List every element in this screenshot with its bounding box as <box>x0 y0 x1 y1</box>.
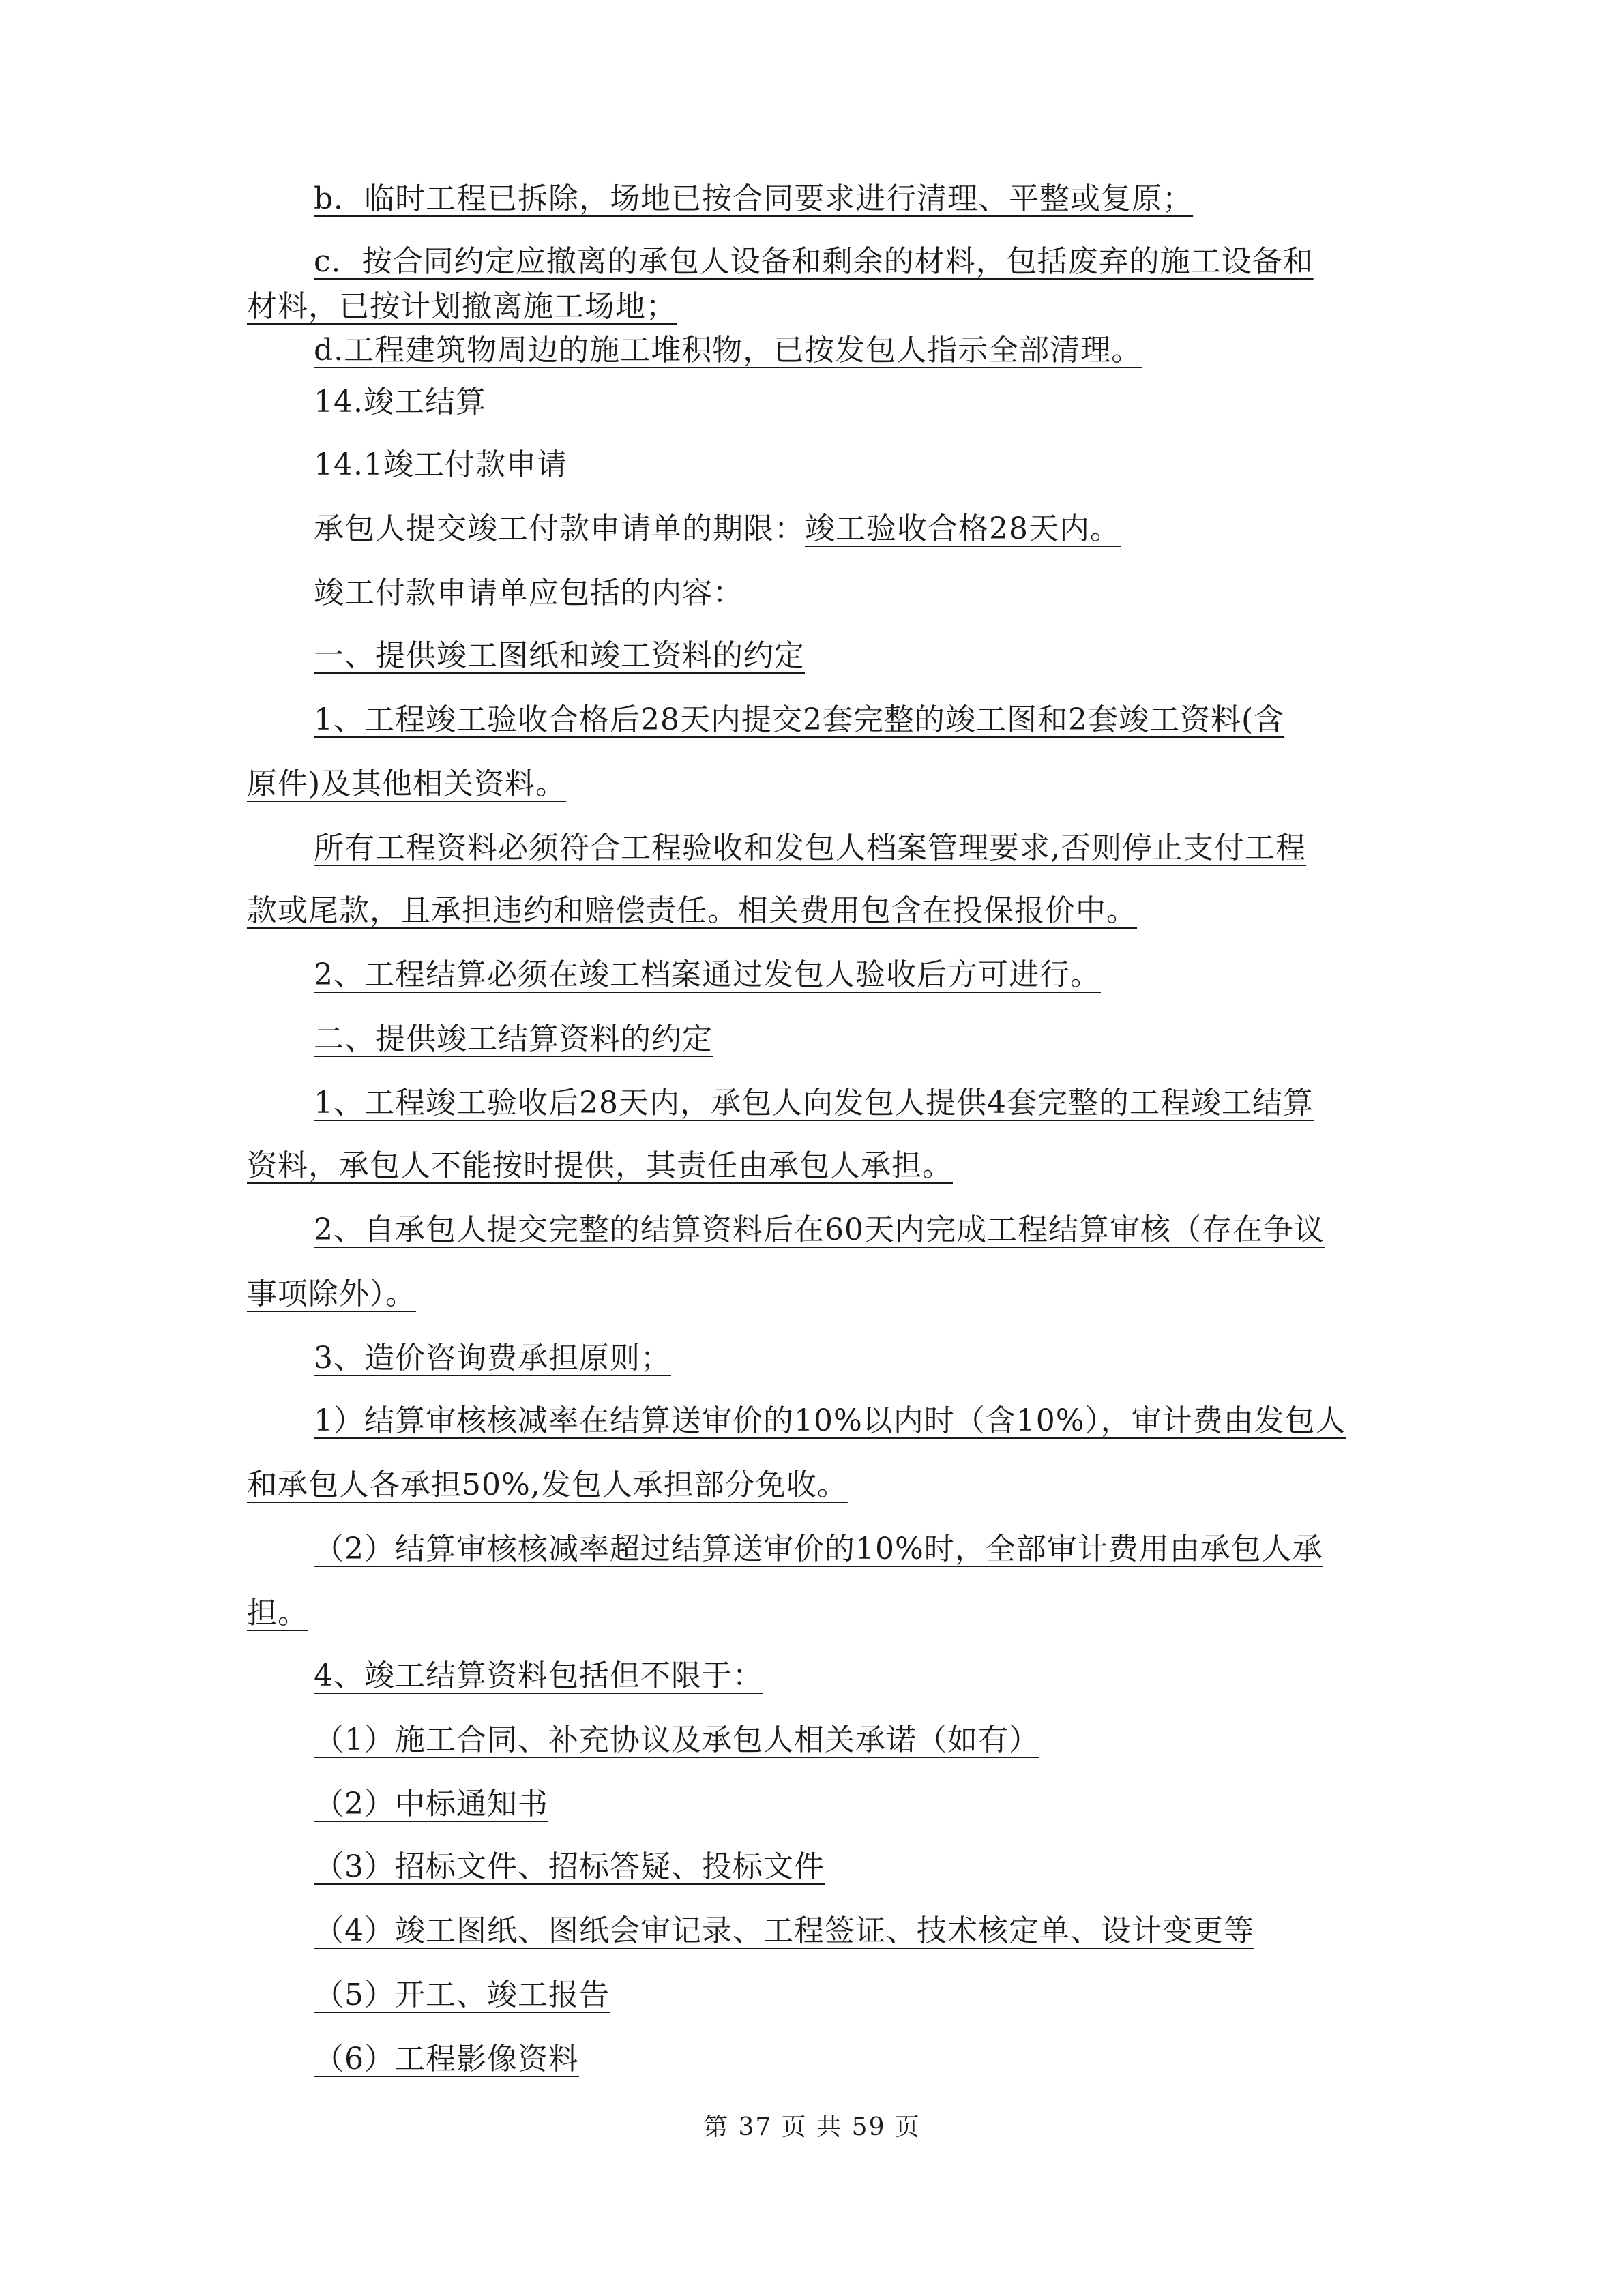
list-item: （5）开工、竣工报告 <box>314 1978 610 2012</box>
text-line: 2、自承包人提交完整的结算资料后在60天内完成工程结算审核（存在争议 <box>314 1212 1325 1247</box>
text-line: 1、工程竣工验收后28天内，承包人向发包人提供4套完整的工程竣工结算 <box>314 1086 1314 1120</box>
text-line: 4、竣工结算资料包括但不限于： <box>314 1658 763 1693</box>
subsection-heading: 14.1竣工付款申请 <box>314 447 567 482</box>
text-line: 资料，承包人不能按时提供，其责任由承包人承担。 <box>247 1148 953 1183</box>
text-run: 承包人提交竣工付款申请单的期限： <box>314 511 805 546</box>
list-item: （1）施工合同、补充协议及承包人相关承诺（如有） <box>314 1723 1039 1757</box>
text-line: （2）结算审核核减率超过结算送审价的10%时，全部审计费用由承包人承 <box>314 1532 1323 1566</box>
list-item: （6）工程影像资料 <box>314 2042 579 2076</box>
text-line: 3、造价咨询费承担原则； <box>314 1341 671 1375</box>
text-line: 1、工程竣工验收合格后28天内提交2套完整的竣工图和2套竣工资料(含 <box>314 702 1285 737</box>
text-line: 款或尾款，且承担违约和赔偿责任。相关费用包含在投保报价中。 <box>247 893 1137 928</box>
text-line: 担。 <box>247 1596 308 1630</box>
text-line: 竣工付款申请单应包括的内容： <box>314 576 743 610</box>
text-line: c．按合同约定应撤离的承包人设备和剩余的材料，包括废弃的施工设备和 <box>314 244 1314 279</box>
text-run: 竣工验收合格28天内。 <box>805 511 1121 546</box>
text-line: 二、提供竣工结算资料的约定 <box>314 1022 713 1056</box>
list-item: （2）中标通知书 <box>314 1787 548 1821</box>
section-heading: 14.竣工结算 <box>314 385 486 419</box>
text-line: 所有工程资料必须符合工程验收和发包人档案管理要求,否则停止支付工程 <box>314 831 1306 865</box>
text-line: 一、提供竣工图纸和竣工资料的约定 <box>314 638 805 673</box>
page-number-footer: 第 37 页 共 59 页 <box>703 2113 921 2141</box>
text-line: 原件)及其他相关资料。 <box>247 766 567 801</box>
list-item: （3）招标文件、招标答疑、投标文件 <box>314 1849 825 1884</box>
text-line: 2、工程结算必须在竣工档案通过发包人验收后方可进行。 <box>314 957 1101 992</box>
text-line: 和承包人各承担50%,发包人承担部分免收。 <box>247 1467 848 1502</box>
text-line <box>314 509 1121 550</box>
list-item: （4）竣工图纸、图纸会审记录、工程签证、技术核定单、设计变更等 <box>314 1913 1254 1948</box>
text-line: b．临时工程已拆除，场地已按合同要求进行清理、平整或复原； <box>314 181 1194 216</box>
text-line: 1）结算审核核减率在结算送审价的10%以内时（含10%），审计费由发包人 <box>314 1403 1346 1438</box>
text-line: d.工程建筑物周边的施工堆积物，已按发包人指示全部清理。 <box>314 333 1142 368</box>
text-line: 材料，已按计划撤离施工场地； <box>247 289 677 324</box>
text-line: 事项除外）。 <box>247 1277 416 1311</box>
